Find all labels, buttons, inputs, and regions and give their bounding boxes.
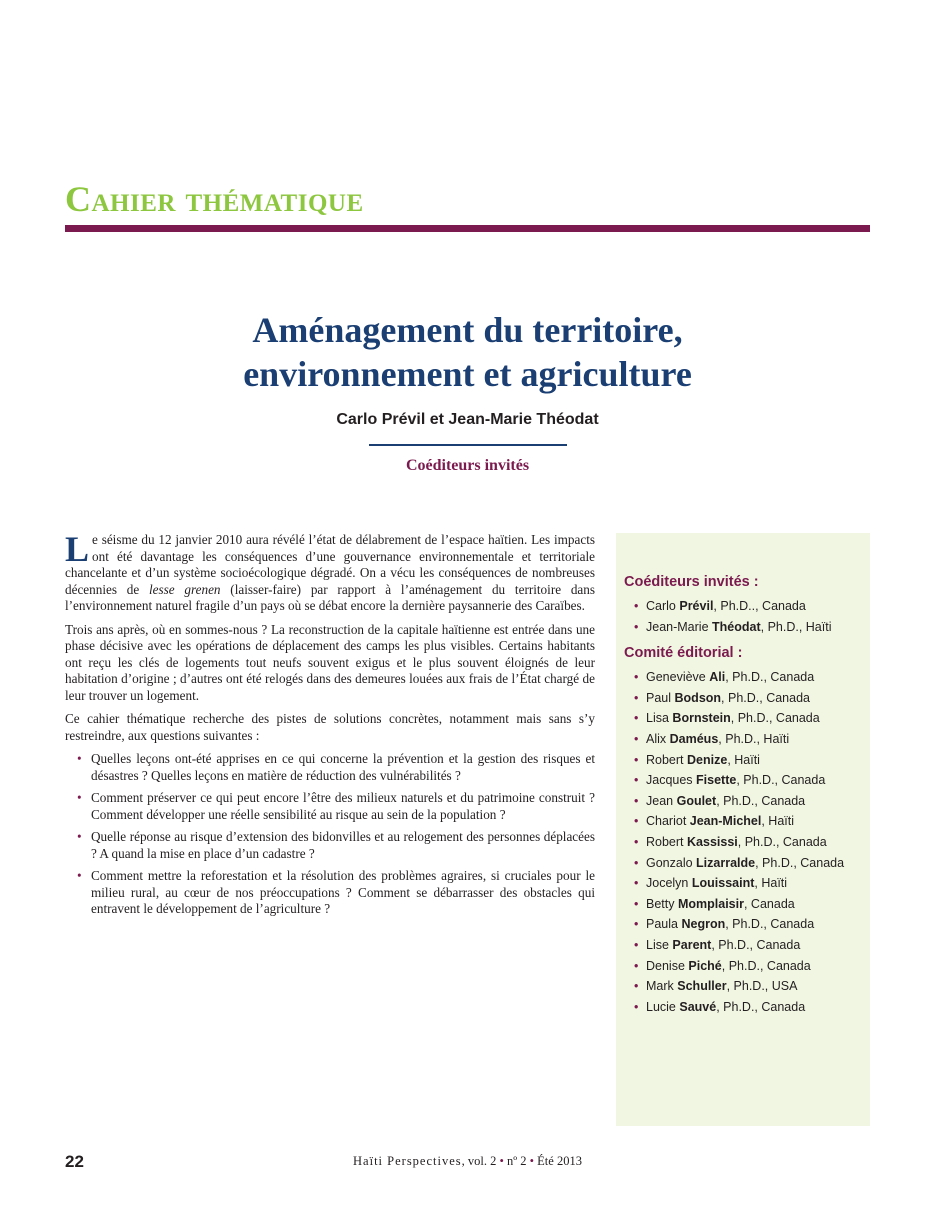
editor-affiliation: , Ph.D., Canada xyxy=(755,855,845,870)
p1-text-before: e séisme du 12 janvier 2010 aura révélé l’état de délabrement de l’espace haïtien. Les impacts ont été davantage les conséquences d’une gouvernance environnementale et territoriale chancelante et d’un système socioécologique dégradé. On a vécu les conséquences de nombreuses décennies de xyxy=(65,532,595,597)
bullet-icon: • xyxy=(634,619,639,634)
editor-last-name: Théodat xyxy=(712,619,761,634)
bullet-icon: • xyxy=(634,711,639,726)
editor-affiliation: , Haïti xyxy=(761,814,794,829)
editor-item xyxy=(634,894,870,915)
bullet-icon: • xyxy=(634,937,639,952)
paragraph-2: Trois ans après, où en sommes-nous ? La reconstruction de la capitale haïtienne est entrée dans une phase décisive avec les opérations de déplacement des camps les plus visibles. Certains habitants ont reçu les clés de logements tout neufs souvent exigus et le plus souvent éloignés de leur habitation d’origine ; d’autres ont été relogés dans des demeures louées aux frais de l’État chargé de leur trouver un logement. xyxy=(65,621,595,703)
section-rule xyxy=(65,225,870,232)
question-item xyxy=(77,829,595,862)
editor-last-name: Parent xyxy=(672,937,712,952)
editor-affiliation: , Ph.D., Haïti xyxy=(760,619,832,634)
editor-affiliation: , Ph.D., Canada xyxy=(737,834,827,849)
editor-affiliation: , Ph.D., Canada xyxy=(725,670,815,685)
guest-editors-label: Coéditeurs invités xyxy=(405,457,530,474)
page-footer xyxy=(65,1152,870,1174)
editor-affiliation: , Ph.D., Canada xyxy=(716,999,806,1014)
editor-last-name: Goulet xyxy=(676,793,717,808)
separator: • xyxy=(526,1154,538,1168)
editor-item xyxy=(634,976,870,997)
title-line-2: environnement et agriculture xyxy=(243,354,692,394)
editor-first-name: Alix xyxy=(646,731,667,746)
bullet-icon: • xyxy=(77,868,82,883)
editor-last-name: Lizarralde xyxy=(696,855,756,870)
editor-last-name: Kassissi xyxy=(687,834,738,849)
bullet-icon: • xyxy=(634,670,639,685)
paragraph-3: Ce cahier thématique recherche des pistes de solutions concrètes, notamment mais sans s’y restreindre, aux questions suivantes : xyxy=(65,711,595,743)
coeditors-list xyxy=(616,596,870,637)
editor-last-name: Fisette xyxy=(696,773,737,788)
article-title xyxy=(65,308,870,396)
editor-first-name: Lucie xyxy=(646,999,676,1014)
editor-last-name: Piché xyxy=(688,958,722,973)
bullet-icon: • xyxy=(634,917,639,932)
editor-first-name: Robert xyxy=(646,752,684,767)
bullet-icon: • xyxy=(634,979,639,994)
editor-item xyxy=(634,914,870,935)
editor-first-name: Robert xyxy=(646,834,684,849)
editor-affiliation: , Ph.D., Canada xyxy=(721,958,811,973)
p1-text-after: (laisser-faire) par rapport à l’aménagement du territoire dans l’environnement naturel fragile d’un pays où se débat encore la dernière paysannerie des Caraïbes. xyxy=(65,581,596,613)
editor-first-name: Chariot xyxy=(646,814,687,829)
editor-last-name: Denize xyxy=(687,752,728,767)
editor-item xyxy=(634,811,870,832)
editor-item xyxy=(634,667,870,688)
editor-last-name: Schuller xyxy=(677,979,727,994)
editor-item xyxy=(634,708,870,729)
editor-item xyxy=(634,832,870,853)
editor-affiliation: , Haïti xyxy=(754,876,788,891)
journal-volume: , vol. 2 xyxy=(461,1154,497,1168)
editor-item xyxy=(634,853,870,874)
page-number: 22 xyxy=(65,1152,84,1171)
editor-last-name: Louissaint xyxy=(691,876,755,891)
bullet-icon: • xyxy=(634,793,639,808)
bullet-icon: • xyxy=(77,829,82,844)
separator: • xyxy=(496,1154,508,1168)
bullet-icon: • xyxy=(77,751,82,766)
editor-last-name: Bornstein xyxy=(672,711,731,726)
editor-first-name: Paula xyxy=(646,917,678,932)
editor-first-name: Mark xyxy=(646,979,674,994)
editor-affiliation: , Ph.D., Canada xyxy=(711,937,801,952)
editor-item xyxy=(634,617,870,638)
bullet-icon: • xyxy=(634,690,639,705)
journal-name: Haïti Perspectives xyxy=(353,1154,462,1168)
editors-sidebar xyxy=(616,533,870,1126)
editor-item xyxy=(634,688,870,709)
bullet-icon: • xyxy=(634,731,639,746)
bullet-icon: • xyxy=(634,599,639,613)
question-text: Quelle réponse au risque d’extension des bidonvilles et au relogement des personnes déplacées ? A quand la mise en place d’un cadastre ? xyxy=(91,829,595,861)
committee-heading: Comité éditorial : xyxy=(624,645,743,662)
editor-last-name: Sauvé xyxy=(679,999,717,1014)
title-line-1: Aménagement du territoire, xyxy=(252,310,683,350)
editor-last-name: Negron xyxy=(681,917,726,932)
editor-first-name: Jocelyn xyxy=(646,876,689,891)
journal-season: Été 2013 xyxy=(537,1154,582,1168)
editor-item xyxy=(634,596,870,617)
editor-item xyxy=(634,956,870,977)
authors-divider xyxy=(369,444,567,446)
editor-last-name: Ali xyxy=(709,670,726,685)
bullet-icon: • xyxy=(634,999,639,1014)
question-item xyxy=(77,790,595,823)
editor-first-name: Jean xyxy=(646,793,674,808)
bullet-icon: • xyxy=(634,855,639,870)
questions-list xyxy=(65,751,595,918)
editor-first-name: Lisa xyxy=(646,711,669,726)
authors: Carlo Prévil et Jean-Marie Théodat xyxy=(336,411,599,428)
editor-affiliation: , Canada xyxy=(743,896,795,911)
editor-item xyxy=(634,997,870,1018)
editor-affiliation: , Ph.D., Canada xyxy=(736,773,826,788)
dropcap: L xyxy=(65,529,90,569)
editor-last-name: Momplaisir xyxy=(677,896,744,911)
editor-affiliation: , Ph.D., Haïti xyxy=(718,731,790,746)
p1-italic: lesse grenen xyxy=(148,581,221,597)
paragraph-1 xyxy=(65,529,596,615)
journal-citation xyxy=(65,1154,870,1169)
bullet-icon: • xyxy=(634,876,639,891)
committee-list xyxy=(616,667,870,1017)
editor-affiliation: , Ph.D., Canada xyxy=(721,690,810,705)
editor-first-name: Paul xyxy=(646,690,672,705)
editor-item xyxy=(634,873,870,894)
section-heading: Cahier thématique xyxy=(65,179,364,219)
editor-item xyxy=(634,750,870,771)
question-text: Comment préserver ce qui peut encore l’être des milieux naturels et du patrimoine construit ? Comment développer une réelle sensibilité au risque au sein de la population ? xyxy=(91,790,595,822)
editor-affiliation: , Ph.D.., Canada xyxy=(713,599,806,613)
editor-first-name: Gonzalo xyxy=(646,855,693,870)
editor-last-name: Prévil xyxy=(679,599,714,613)
question-item xyxy=(77,868,595,918)
bullet-icon: • xyxy=(634,814,639,829)
bullet-icon: • xyxy=(634,834,639,849)
editor-first-name: Jacques xyxy=(646,773,693,788)
body-column xyxy=(65,529,596,924)
editor-last-name: Bodson xyxy=(674,690,722,705)
editor-first-name: Betty xyxy=(646,896,675,911)
editor-affiliation: , Ph.D., Canada xyxy=(716,793,806,808)
question-item xyxy=(77,751,595,784)
editor-affiliation: , Ph.D., Canada xyxy=(725,917,815,932)
bullet-icon: • xyxy=(77,790,82,805)
editor-first-name: Denise xyxy=(646,958,685,973)
editor-item xyxy=(634,729,870,750)
bullet-icon: • xyxy=(634,896,639,911)
editor-item xyxy=(634,770,870,791)
editor-first-name: Geneviève xyxy=(646,670,706,685)
coeditors-heading: Coéditeurs invités : xyxy=(624,574,759,590)
editor-last-name: Jean-Michel xyxy=(689,814,762,829)
editor-affiliation: , Ph.D., USA xyxy=(726,979,798,994)
editor-item xyxy=(634,935,870,956)
journal-issue: nº 2 xyxy=(507,1154,527,1168)
editor-first-name: Lise xyxy=(646,937,669,952)
question-text: Comment mettre la reforestation et la résolution des problèmes agraires, si cruciales pour le milieu rural, au cœur de nos préoccupations ? Comment se débarrasser des obstacles qui entravent le développement de l’agriculture ? xyxy=(91,868,595,916)
editor-first-name: Carlo xyxy=(646,599,676,613)
editor-affiliation: , Ph.D., Canada xyxy=(730,711,820,726)
editor-affiliation: , Haïti xyxy=(727,752,760,767)
bullet-icon: • xyxy=(634,958,639,973)
bullet-icon: • xyxy=(634,773,639,788)
editor-last-name: Daméus xyxy=(669,731,719,746)
editor-first-name: Jean-Marie xyxy=(646,619,709,634)
question-text: Quelles leçons ont-été apprises en ce qui concerne la prévention et la gestion des risques et désastres ? Quelles leçons en matière de réduction des vulnérabilités ? xyxy=(91,751,595,783)
bullet-icon: • xyxy=(634,752,639,767)
editor-item xyxy=(634,791,870,812)
